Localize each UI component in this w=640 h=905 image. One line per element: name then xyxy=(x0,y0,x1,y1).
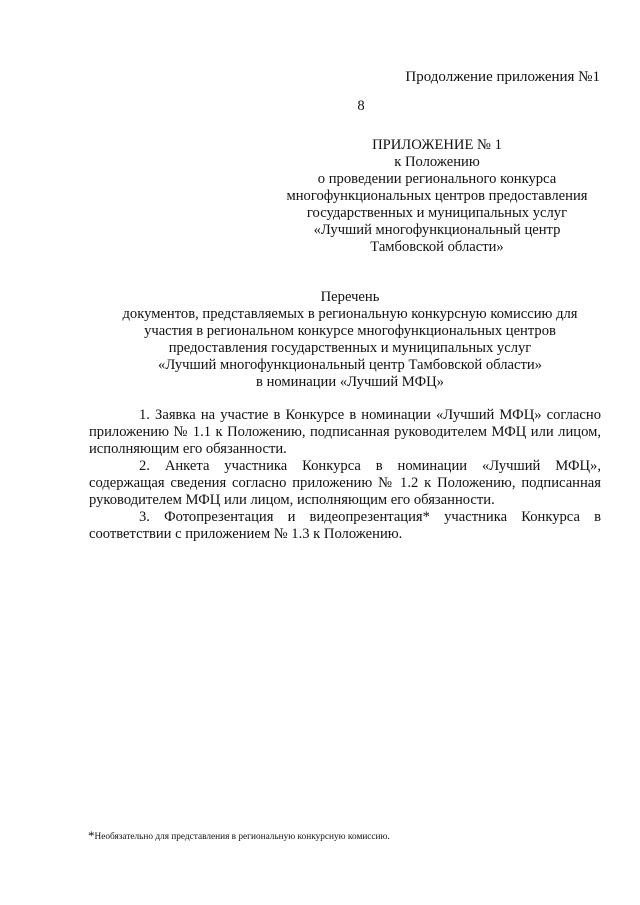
appendix-heading xyxy=(262,137,612,256)
document-title xyxy=(90,289,610,391)
footnote xyxy=(88,827,390,846)
appendix-line: о проведении регионального конкурса xyxy=(317,171,557,187)
list-item: 2. Анкета участника Конкурса в номинации «Лучший МФЦ», содержащая сведения согласно приложению № 1.2 к Положению, подписанная руководителем МФЦ или лицом, исполняющим его обязанности. xyxy=(89,458,601,508)
title-line: в номинации «Лучший МФЦ» xyxy=(256,374,444,390)
footnote-mark: * xyxy=(88,828,95,843)
list-item: 3. Фотопрезентация и видеопрезентация* участника Конкурса в соответствии с приложением № 1.3 к Положению. xyxy=(89,509,601,542)
appendix-line: государственных и муниципальных услуг xyxy=(306,205,568,221)
appendix-line: Тамбовской области» xyxy=(370,239,504,255)
title-line: предоставления государственных и муниципальных услуг xyxy=(168,340,532,356)
title-line: участия в региональном конкурсе многофункциональных центров xyxy=(144,323,556,339)
page-number: 8 xyxy=(357,98,365,114)
document-list xyxy=(89,407,601,543)
title-line: документов, представляемых в региональную конкурсную комиссию для xyxy=(122,306,578,322)
footnote-text: Необязательно для представления в региональную конкурсную комиссию. xyxy=(94,832,390,842)
appendix-line: «Лучший многофункциональный центр xyxy=(313,222,561,238)
list-item: 1. Заявка на участие в Конкурсе в номинации «Лучший МФЦ» согласно приложению № 1.1 к Положению, подписанная руководителем МФЦ или лицом, исполняющим его обязанности. xyxy=(89,407,601,457)
continuation-header: Продолжение приложения №1 xyxy=(405,69,600,85)
title-heading: Перечень xyxy=(320,289,380,305)
appendix-line: к Положению xyxy=(394,154,480,170)
title-line: «Лучший многофункциональный центр Тамбовской области» xyxy=(158,357,542,373)
appendix-line: многофункциональных центров предоставления xyxy=(286,188,588,204)
appendix-line: ПРИЛОЖЕНИЕ № 1 xyxy=(372,137,502,153)
